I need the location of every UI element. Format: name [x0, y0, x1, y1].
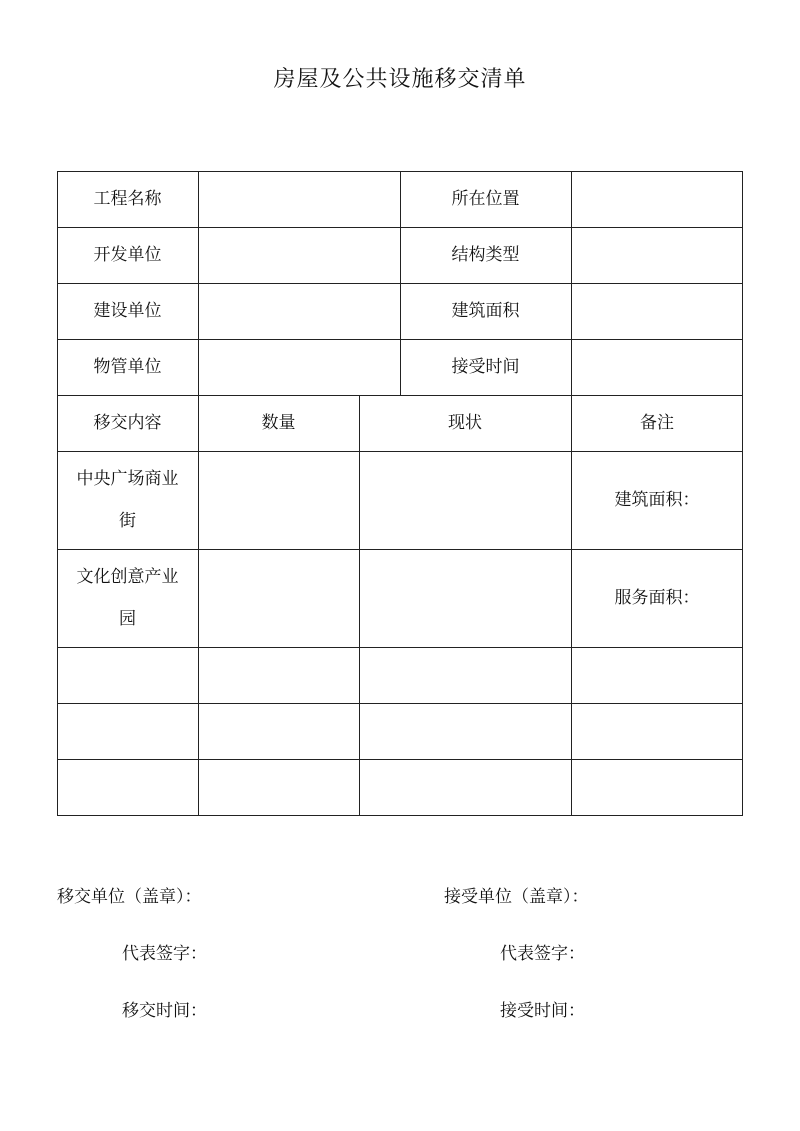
empty-quantity-cell[interactable]: [198, 647, 359, 703]
item-status-field[interactable]: [359, 549, 571, 647]
transfer-unit-label: 移交单位（盖章）：: [57, 887, 202, 907]
property-mgmt-label: 物管单位: [93, 357, 162, 377]
item-content: [57, 451, 198, 549]
project-name-label: 工程名称: [93, 189, 162, 209]
building-area-field[interactable]: [571, 283, 743, 339]
empty-quantity-cell[interactable]: [198, 759, 359, 815]
item-content-line2: 园: [119, 609, 136, 629]
empty-remark-cell[interactable]: [571, 759, 743, 815]
receive-unit-label: 接受单位（盖章）：: [444, 887, 589, 907]
empty-content-cell[interactable]: [57, 759, 198, 815]
developer-field[interactable]: [198, 227, 400, 283]
item-content: [57, 549, 198, 647]
receive-rep-signature-label: 代表签字：: [500, 944, 585, 964]
builder-label: 建设单位: [93, 301, 162, 321]
empty-remark-cell[interactable]: [571, 703, 743, 759]
property-mgmt-field[interactable]: [198, 339, 400, 395]
structure-type-label: 结构类型: [451, 245, 520, 265]
handover-table: [57, 171, 743, 815]
item-remark: 服务面积：: [614, 588, 700, 608]
empty-content-cell[interactable]: [57, 647, 198, 703]
project-name-field[interactable]: [198, 171, 400, 227]
header-quantity: 数量: [261, 413, 296, 433]
item-content-line2: 街: [119, 511, 136, 531]
item-quantity-field[interactable]: [198, 451, 359, 549]
empty-status-cell[interactable]: [359, 703, 571, 759]
header-status: 现状: [448, 413, 482, 433]
item-quantity-field[interactable]: [198, 549, 359, 647]
document-title: 房屋及公共设施移交清单: [273, 67, 527, 92]
structure-type-field[interactable]: [571, 227, 743, 283]
empty-remark-cell[interactable]: [571, 647, 743, 703]
item-status-field[interactable]: [359, 451, 571, 549]
item-content-line1: 文化创意产业: [76, 567, 179, 587]
header-content: 移交内容: [93, 413, 162, 433]
receive-time-signature-label: 接受时间：: [500, 1001, 585, 1021]
empty-quantity-cell[interactable]: [198, 703, 359, 759]
transfer-time-label: 移交时间：: [122, 1001, 207, 1021]
builder-field[interactable]: [198, 283, 400, 339]
receive-time-label: 接受时间: [451, 357, 520, 377]
location-label: 所在位置: [451, 189, 520, 209]
transfer-rep-signature-label: 代表签字：: [122, 944, 207, 964]
item-content-line1: 中央广场商业: [76, 469, 179, 489]
empty-content-cell[interactable]: [57, 703, 198, 759]
location-field[interactable]: [571, 171, 743, 227]
header-remarks: 备注: [640, 413, 674, 433]
building-area-label: 建筑面积: [451, 301, 520, 321]
empty-status-cell[interactable]: [359, 759, 571, 815]
receive-time-field[interactable]: [571, 339, 743, 395]
developer-label: 开发单位: [93, 245, 162, 265]
empty-status-cell[interactable]: [359, 647, 571, 703]
item-remark: 建筑面积：: [614, 490, 700, 510]
